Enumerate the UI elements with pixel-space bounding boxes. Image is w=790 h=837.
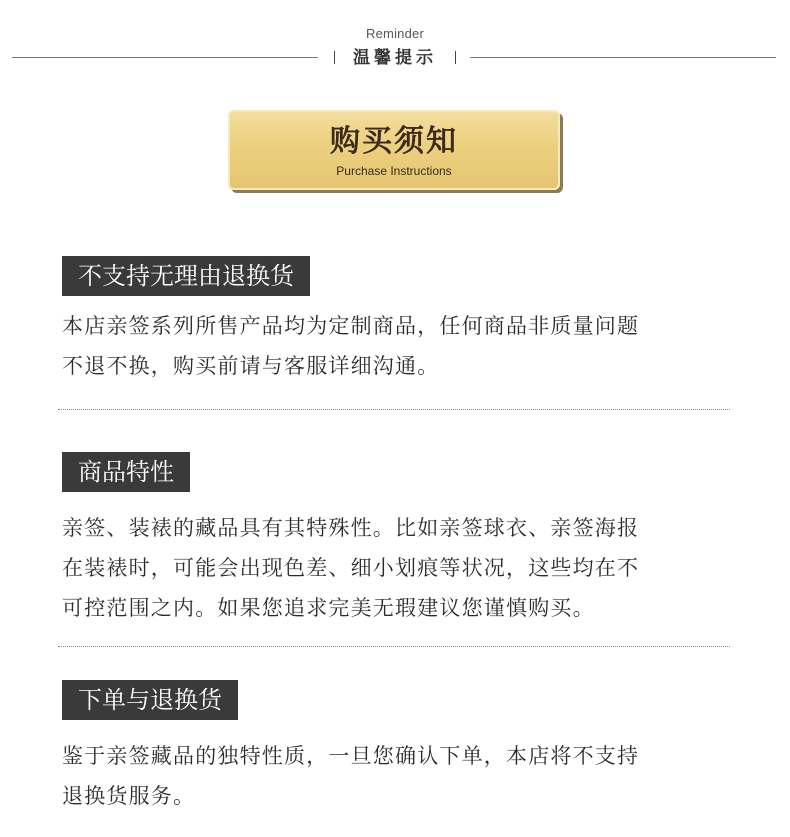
text-line: 不退不换，购买前请与客服详细沟通。 [62, 354, 440, 378]
section-body-no-return [62, 306, 722, 386]
text-line: 在装裱时，可能会出现色差、细小划痕等状况，这些均在不 [62, 556, 640, 580]
purchase-instructions-badge [228, 110, 560, 190]
section-body-order-and-return [62, 736, 722, 816]
badge-subtitle: Purchase Instructions [336, 164, 452, 178]
text-line: 可控范围之内。如果您追求完美无瑕建议您谨慎购买。 [62, 596, 595, 620]
section-heading-no-return: 不支持无理由退换货 [62, 256, 310, 296]
section-heading-order-and-return: 下单与退换货 [62, 680, 238, 720]
reminder-en-label: Reminder [366, 26, 424, 41]
section-divider [58, 409, 730, 410]
reminder-cn-label: 温馨提示 [353, 48, 437, 68]
text-line: 亲签、装裱的藏品具有其特殊性。比如亲签球衣、亲签海报 [62, 516, 640, 540]
section-divider [58, 646, 730, 647]
reminder-row [0, 46, 790, 70]
section-heading-product-features: 商品特性 [62, 452, 190, 492]
badge-title: 购买须知 [330, 124, 458, 159]
bar-right-divider [455, 51, 456, 64]
rule-right-divider [470, 57, 776, 58]
rule-left-divider [12, 57, 318, 58]
section-body-product-features [62, 508, 722, 628]
text-line: 退换货服务。 [62, 784, 196, 808]
text-line: 本店亲签系列所售产品均为定制商品，任何商品非质量问题 [62, 314, 640, 338]
text-line: 鉴于亲签藏品的独特性质，一旦您确认下单，本店将不支持 [62, 744, 640, 768]
bar-left-divider [334, 51, 335, 64]
